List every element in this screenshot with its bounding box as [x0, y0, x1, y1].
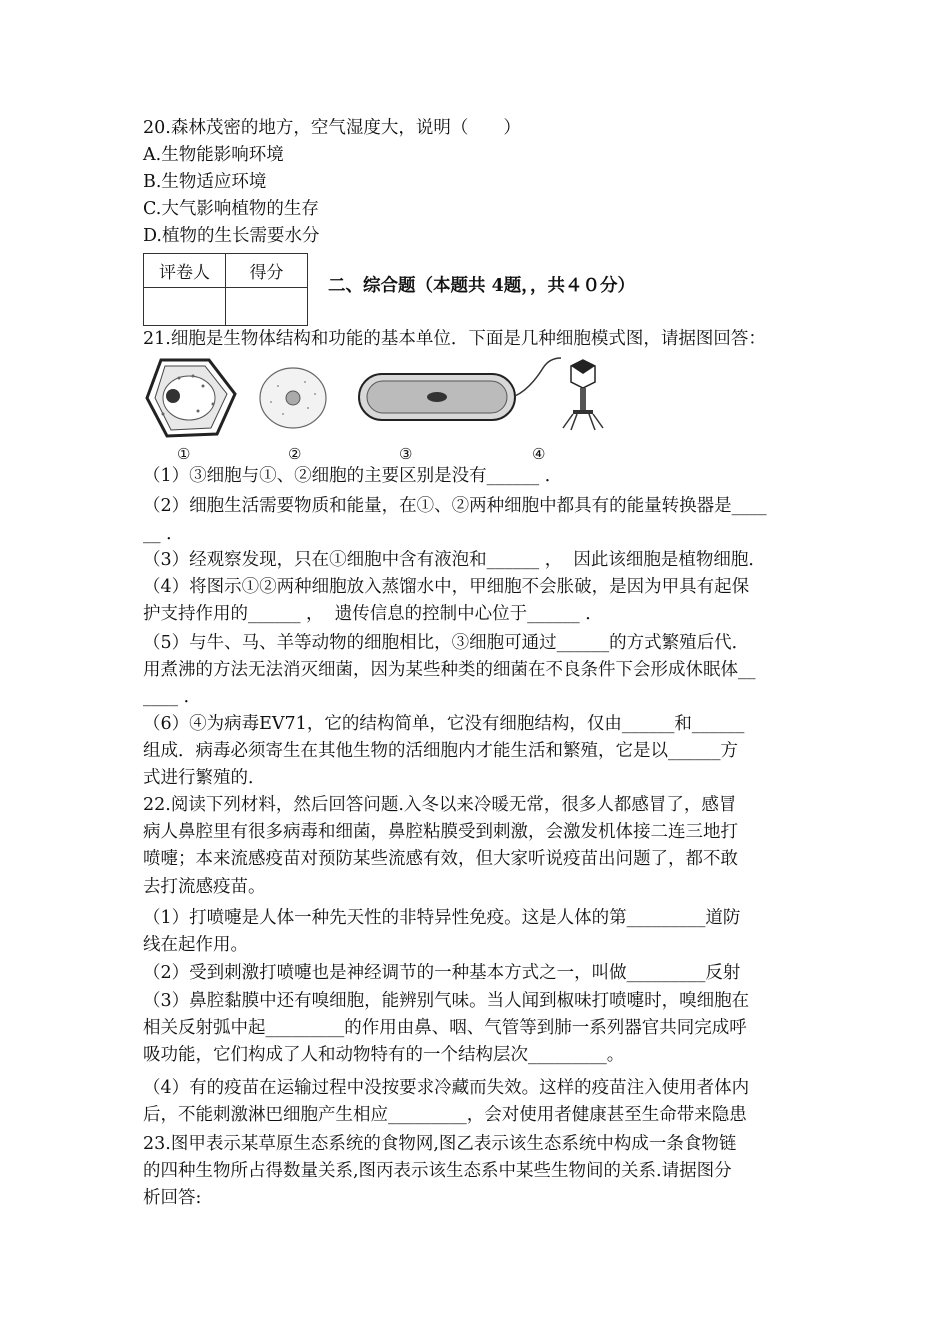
figure-label-3: ③ — [399, 445, 413, 463]
q22-line-6: 线在起作用。 — [143, 935, 248, 955]
q22-line-5: （1）打喷嚏是人体一种先天性的非特异性免疫。这是人体的第_________道防 — [143, 908, 741, 928]
q21-line-1: （1）③细胞与①、②细胞的主要区别是没有______ ． — [143, 466, 563, 486]
q21-line-7: （5）与牛、马、羊等动物的细胞相比，③细胞可通过______的方式繁殖后代． — [143, 633, 750, 653]
q23-line-1: 23.图甲表示某草原生态系统的食物网,图乙表示该生态系统中构成一条食物链 — [143, 1134, 737, 1154]
q21-line-12: 式进行繁殖的． — [143, 768, 266, 788]
q21-line-11: 组成．病毒必须寄生在其他生物的活细胞内才能生活和繁殖，它是以______方 — [143, 741, 738, 761]
section-title: 二、综合题（本题共 4题，，共４０分） — [328, 276, 636, 296]
virus-diagram — [563, 360, 603, 430]
q22-line-11: （4）有的疫苗在运输过程中没按要求冷藏而失效。这样的疫苗注入使用者体内 — [143, 1078, 750, 1098]
q20-option-b: B.生物适应环境 — [143, 172, 267, 192]
q22-line-7: （2）受到刺激打喷嚏也是神经调节的一种基本方式之一，叫做_________反射 — [143, 963, 741, 983]
q22-line-9: 相关反射弧中起_________的作用由鼻、咽、气管等到肺一系列器官共同完成呼 — [143, 1018, 747, 1038]
q21-line-5: （4）将图示①②两种细胞放入蒸馏水中，甲细胞不会胀破，是因为甲具有起保 — [143, 577, 750, 597]
q23-line-3: 析回答: — [143, 1188, 202, 1208]
q21-line-4: （3）经观察发现，只在①细胞中含有液泡和______ ， 因此该细胞是植物细胞． — [143, 550, 766, 570]
q20-option-c: C.大气影响植物的生存 — [143, 199, 319, 219]
figure-label-4: ④ — [532, 445, 546, 463]
q23-line-2: 的四种生物所占得数量关系,图丙表示该生态系中某些生物间的关系.请据图分 — [143, 1161, 732, 1181]
plant-cell-diagram — [147, 360, 235, 436]
figure-label-2: ② — [288, 445, 302, 463]
grader-header: 评卷人 — [144, 254, 226, 288]
q22-line-3: 喷嚏；本来流感疫苗对预防某些流感有效，但大家听说疫苗出问题了，都不敢 — [143, 849, 738, 869]
q20-option-d: D.植物的生长需要水分 — [143, 226, 320, 246]
q21-line-6: 护支持作用的______ ， 遗传信息的控制中心位于______ ． — [143, 604, 603, 624]
q22-line-8: （3）鼻腔黏膜中还有嗅细胞，能辨别气味。当人闻到椒味打喷嚏时，嗅细胞在 — [143, 991, 750, 1011]
q22-line-2: 病人鼻腔里有很多病毒和细菌，鼻腔粘膜受到刺激，会激发机体接二连三地打 — [143, 822, 738, 842]
figure-label-1: ① — [177, 445, 191, 463]
score-cell — [226, 288, 308, 326]
cell-diagrams-figure — [143, 356, 623, 460]
q20-option-a: A.生物能影响环境 — [143, 145, 284, 165]
score-header: 得分 — [226, 254, 308, 288]
score-table — [143, 253, 308, 326]
q21-stem: 21.细胞是生物体结构和功能的基本单位．下面是几种细胞模式图，请据图回答： — [143, 329, 766, 349]
q22-line-1: 22.阅读下列材料，然后回答问题.入冬以来冷暖无常，很多人都感冒了，感冒 — [143, 795, 737, 815]
q21-line-3: __ ． — [143, 524, 184, 544]
q22-line-4: 去打流感疫苗。 — [143, 877, 266, 897]
animal-cell-diagram — [260, 368, 326, 428]
q21-line-2: （2）细胞生活需要物质和能量，在①、②两种细胞中都具有的能量转换器是____ — [143, 496, 767, 516]
q21-line-9: ____ ． — [143, 687, 202, 707]
bacterium-diagram — [359, 358, 561, 420]
q20-stem: 20.森林茂密的地方，空气湿度大，说明（ ） — [143, 118, 521, 138]
q21-line-10: （6）④为病毒EV71，它的结构简单，它没有细胞结构，仅由______和______ — [143, 714, 745, 734]
q22-line-10: 吸功能，它们构成了人和动物特有的一个结构层次_________。 — [143, 1045, 625, 1065]
q21-line-8: 用煮沸的方法无法消灭细菌，因为某些种类的细菌在不良条件下会形成休眠体__ — [143, 660, 756, 680]
q22-line-12: 后，不能刺激淋巴细胞产生相应_________，会对使用者健康甚至生命带来隐患 — [143, 1105, 747, 1125]
grader-cell — [144, 288, 226, 326]
